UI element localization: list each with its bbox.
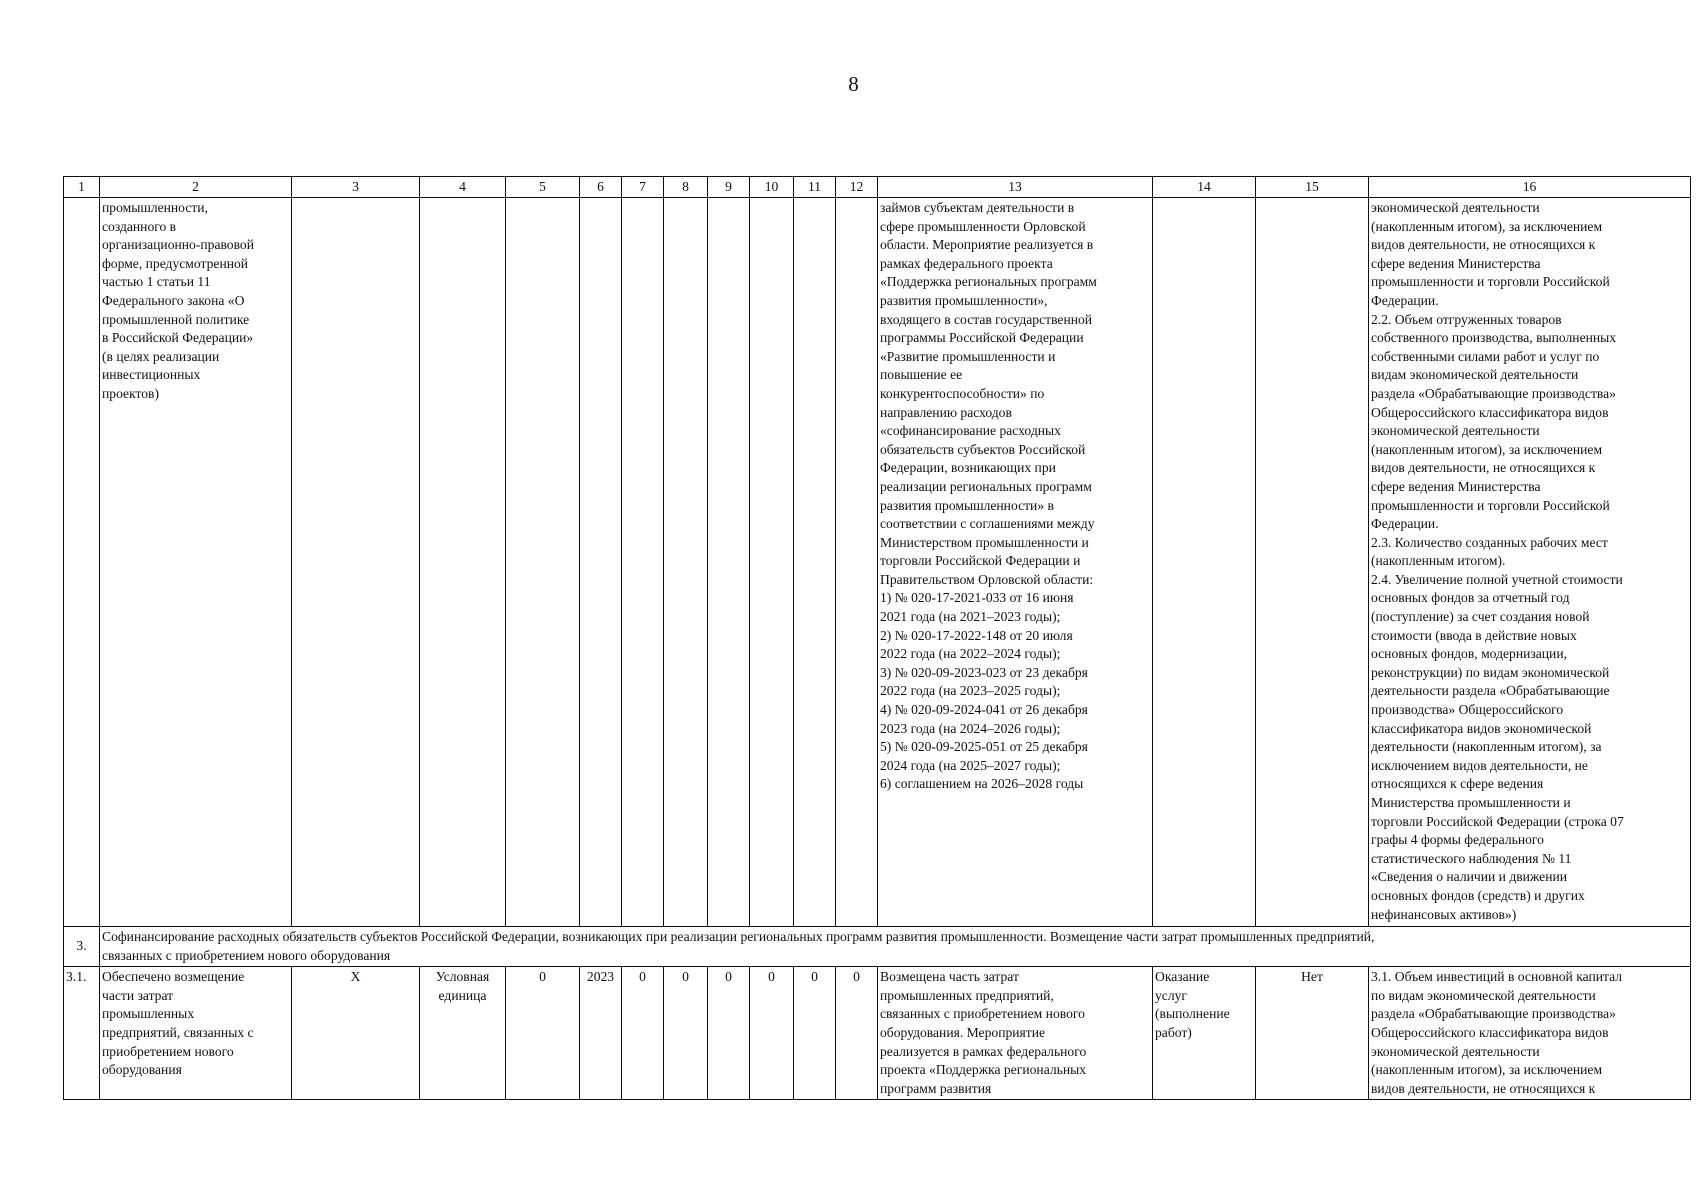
cell-year-value (750, 198, 794, 927)
cell-year-value: 0 (664, 967, 708, 1100)
cell-flag: Нет (1256, 967, 1369, 1100)
cell-result-name: Обеспечено возмещение части затрат промышленных предприятий, связанных с приобретением нового оборудования (100, 967, 292, 1100)
cell-number: 3.1. (64, 967, 100, 1100)
cell-year-value: 0 (750, 967, 794, 1100)
cell-result-name: промышленности, созданного в организационно-правовой форме, предусмотренной частью 1 статьи 11 Федерального закона «О промышленной политике в Российской Федерации» (в целях реализации инвестиционных проектов) (100, 198, 292, 927)
column-header: 10 (750, 177, 794, 198)
cell-year-value: 0 (622, 967, 664, 1100)
cell-number (64, 198, 100, 927)
cell-base-year: 2023 (580, 967, 622, 1100)
cell-year-value: 0 (708, 967, 750, 1100)
column-header: 15 (1256, 177, 1369, 198)
column-header: 6 (580, 177, 622, 198)
cell-unit (420, 198, 506, 927)
column-header: 5 (506, 177, 580, 198)
cell-type (1153, 198, 1256, 927)
cell-flag (1256, 198, 1369, 927)
column-header: 14 (1153, 177, 1256, 198)
section-number: 3. (64, 927, 100, 967)
cell-type: Оказание услуг (выполнение работ) (1153, 967, 1256, 1100)
cell-indicators: 3.1. Объем инвестиций в основной капитал по видам экономической деятельности раздела «Обрабатывающие производства» Общероссийского классификатора видов экономической деятельности (накопленным итогом), за исключением видов деятельности, не относящихся к (1369, 967, 1691, 1100)
section-row (64, 927, 1691, 967)
column-header: 12 (836, 177, 878, 198)
cell-base-value: 0 (506, 967, 580, 1100)
section-title: Софинансирование расходных обязательств субъектов Российской Федерации, возникающих при реализации региональных программ развития промышленности. Возмещение части затрат промышленных предприятий, связанных с приобретением нового оборудования (100, 927, 1691, 967)
column-header: 13 (878, 177, 1153, 198)
cell-indicators: экономической деятельности (накопленным итогом), за исключением видов деятельности, не относящихся к сфере ведения Министерства промышленности и торговли Российской Федерации. 2.2. Объем отгруженных товаров собственного производства, выполненных собственными силами работ и услуг по видам экономической деятельности раздела «Обрабатывающие производства» Общероссийского классификатора видов экономической деятельности (накопленным итогом), за исключением видов деятельности, не относящихся к сфере ведения Министерства промышленности и торговли Российской Федерации. 2.3. Количество созданных рабочих мест (накопленным итогом). 2.4. Увеличение полной учетной стоимости основных фондов за отчетный год (поступление) за счет создания новой стоимости (ввода в действие новых основных фондов, модернизации, реконструкции) по видам экономической деятельности раздела «Обрабатывающие производства» Общероссийского классификатора видов экономической деятельности (накопленным итогом), за исключением видов деятельности, не относящихся к сфере ведения Министерства промышленности и торговли Российской Федерации (строка 07 графы 4 формы федерального статистического наблюдения № 11 «Сведения о наличии и движении основных фондов (средств) и других нефинансовых активов») (1369, 198, 1691, 927)
cell-year-value (622, 198, 664, 927)
column-number-row (64, 177, 1691, 198)
cell-year-value (836, 198, 878, 927)
column-header: 8 (664, 177, 708, 198)
cell-col3 (292, 198, 420, 927)
cell-year-value: 0 (794, 967, 836, 1100)
cell-year-value (664, 198, 708, 927)
cell-col3: X (292, 967, 420, 1100)
column-header: 3 (292, 177, 420, 198)
cell-unit: Условная единица (420, 967, 506, 1100)
column-header: 9 (708, 177, 750, 198)
measures-table (63, 176, 1691, 1100)
cell-year-value (794, 198, 836, 927)
page-number: 8 (848, 72, 859, 96)
cell-description: займов субъектам деятельности в сфере промышленности Орловской области. Мероприятие реализуется в рамках федерального проекта «Поддержка региональных программ развития промышленности», входящего в состав государственной программы Российской Федерации «Развитие промышленности и повышение ее конкурентоспособности» по направлению расходов «софинансирование расходных обязательств субъектов Российской Федерации, возникающих при реализации региональных программ развития промышленности» в соответствии с соглашениями между Министерством промышленности и торговли Российской Федерации и Правительством Орловской области: 1) № 020-17-2021-033 от 16 июня 2021 года (на 2021–2023 годы); 2) № 020-17-2022-148 от 20 июля 2022 года (на 2022–2024 годы); 3) № 020-09-2023-023 от 23 декабря 2022 года (на 2023–2025 годы); 4) № 020-09-2024-041 от 26 декабря 2023 года (на 2024–2026 годы); 5) № 020-09-2025-051 от 25 декабря 2024 года (на 2025–2027 годы); 6) соглашением на 2026–2028 годы (878, 198, 1153, 927)
table-row (64, 967, 1691, 1100)
cell-base-value (506, 198, 580, 927)
cell-base-year (580, 198, 622, 927)
cell-year-value: 0 (836, 967, 878, 1100)
column-header: 11 (794, 177, 836, 198)
column-header: 1 (64, 177, 100, 198)
cell-year-value (708, 198, 750, 927)
column-header: 2 (100, 177, 292, 198)
cell-description: Возмещена часть затрат промышленных предприятий, связанных с приобретением нового оборудования. Мероприятие реализуется в рамках федерального проекта «Поддержка региональных программ развития (878, 967, 1153, 1100)
column-header: 4 (420, 177, 506, 198)
table-row (64, 198, 1691, 927)
column-header: 7 (622, 177, 664, 198)
column-header: 16 (1369, 177, 1691, 198)
